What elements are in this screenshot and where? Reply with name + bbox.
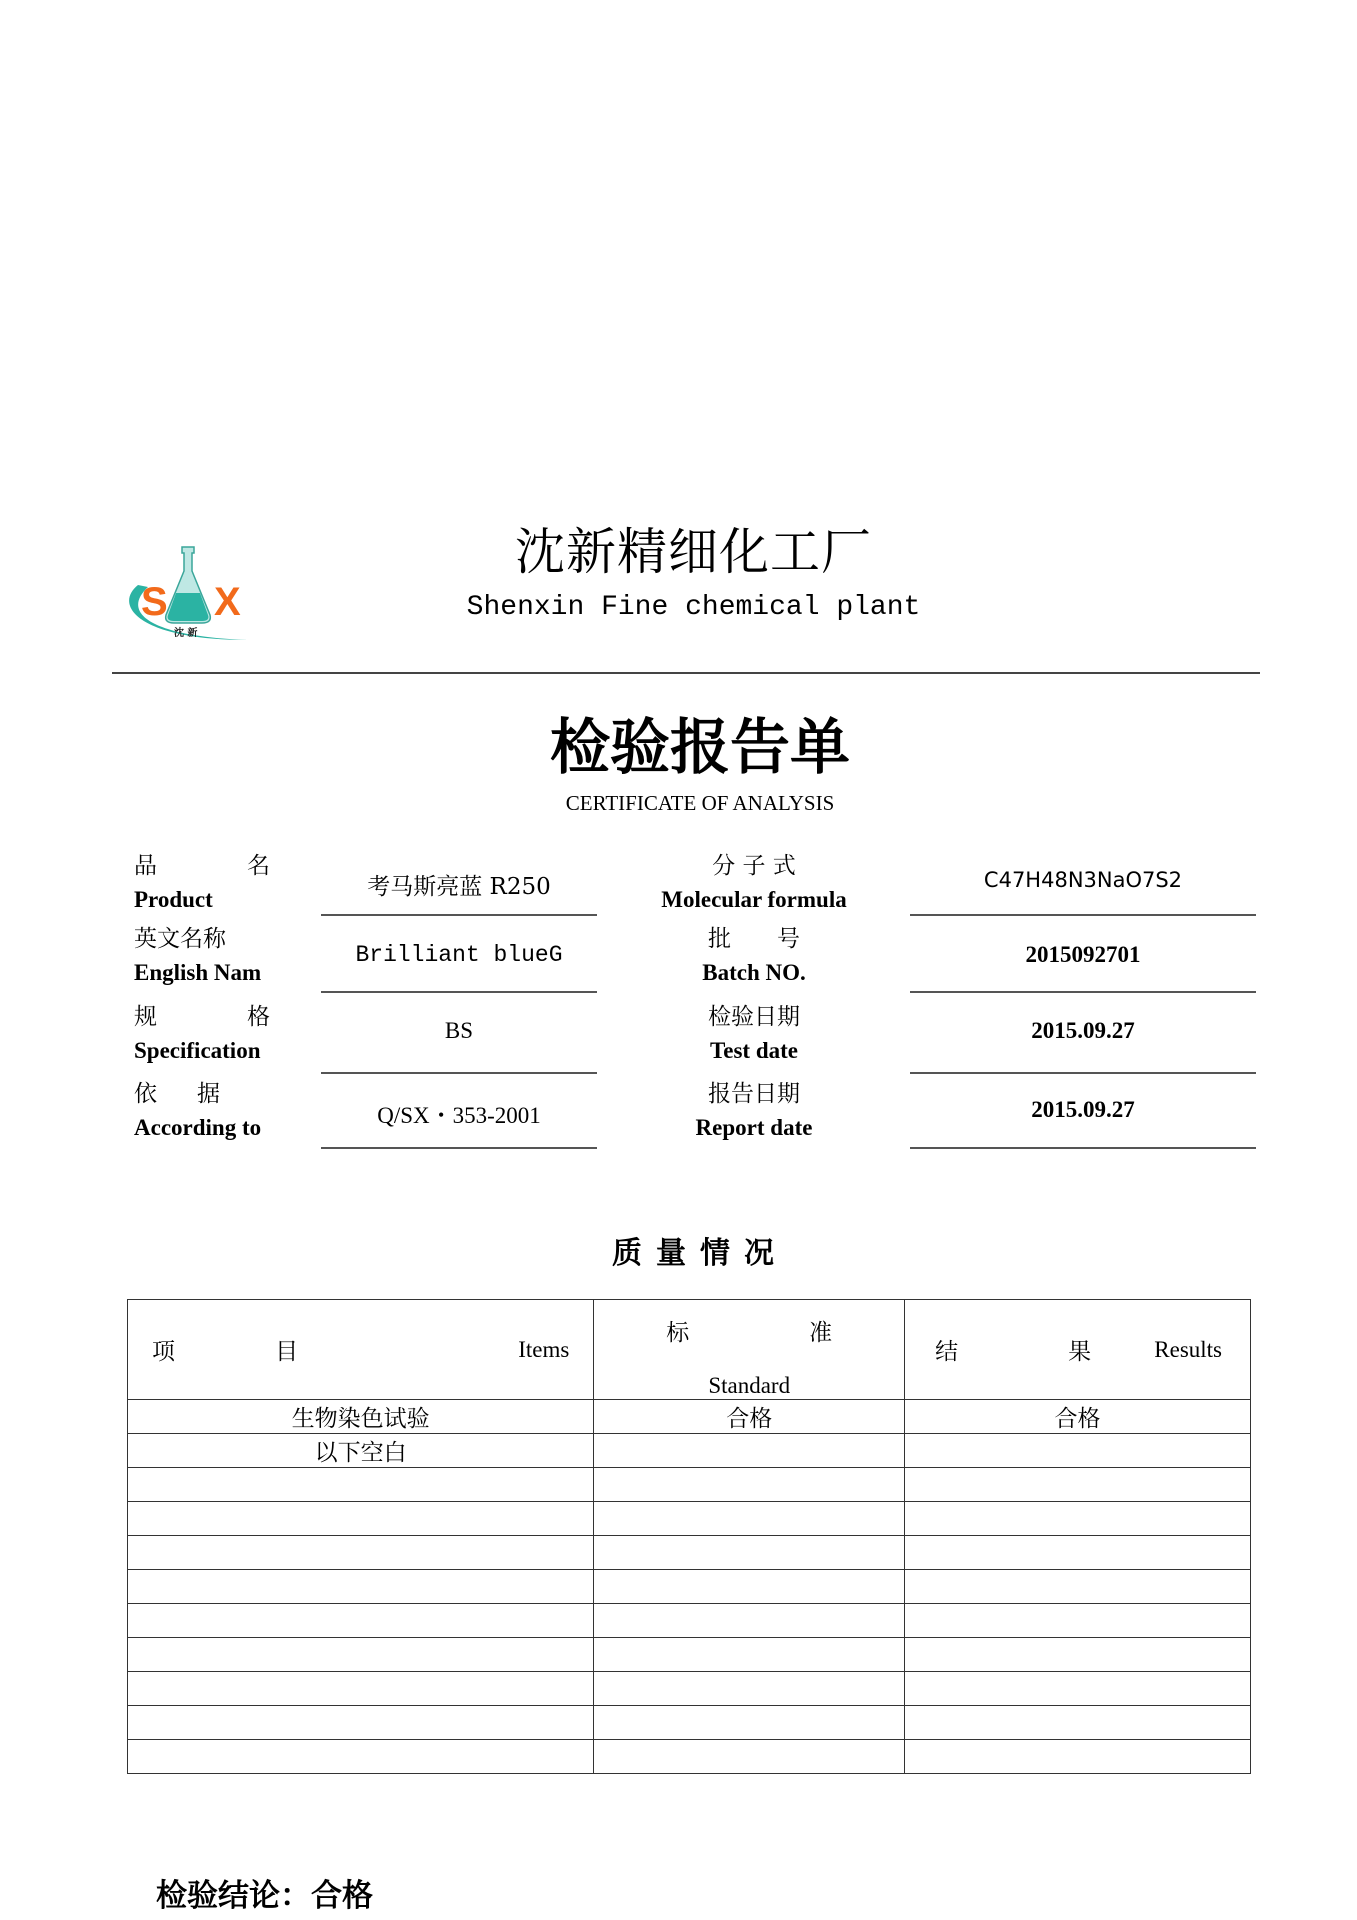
label-cn: 英文名称	[134, 926, 226, 952]
label-english-name	[134, 922, 261, 990]
quality-table	[127, 1299, 1251, 1774]
cell-item	[128, 1604, 594, 1638]
header-text: 目	[275, 1339, 299, 1365]
value-specification: BS	[444, 1018, 474, 1043]
label-cn: 分 子 式	[712, 853, 796, 879]
header-items	[128, 1300, 594, 1400]
underline	[321, 1072, 597, 1074]
cell-item	[128, 1740, 594, 1774]
table-row	[128, 1536, 1251, 1570]
header-text: 项	[152, 1339, 175, 1365]
cell-result	[905, 1434, 1251, 1468]
cell-standard	[594, 1434, 905, 1468]
label-cn: 批 号	[708, 926, 800, 952]
header-divider	[112, 672, 1260, 674]
cell-item	[128, 1502, 594, 1536]
label-cn: 品	[134, 853, 157, 879]
label-en: English Nam	[134, 960, 262, 985]
header-text: 标	[666, 1320, 690, 1346]
document-title: 检验报告单	[550, 713, 850, 783]
cell-item	[128, 1672, 594, 1706]
label-cn: 检验日期	[708, 1004, 800, 1030]
value-english-name: Brilliant blueG	[355, 942, 563, 968]
label-according-to	[134, 1077, 261, 1145]
cell-result	[905, 1672, 1251, 1706]
label-cn: 名	[247, 853, 270, 879]
table-row	[128, 1570, 1251, 1604]
label-cn: 规	[134, 1004, 157, 1030]
value-batch-no: 2015092701	[1025, 942, 1141, 967]
header-text: 准	[809, 1320, 833, 1346]
header-text: Results	[1154, 1336, 1222, 1362]
value-product: 考马斯亮蓝 R250	[367, 874, 551, 900]
label-test-date	[634, 1000, 874, 1068]
underline	[321, 991, 597, 993]
cell-result	[905, 1502, 1251, 1536]
cell-result	[905, 1740, 1251, 1774]
value-report-date: 2015.09.27	[1031, 1097, 1135, 1122]
header-text: Standard	[708, 1373, 791, 1398]
label-en: Test date	[710, 1038, 798, 1063]
underline	[910, 1072, 1256, 1074]
cell-standard	[594, 1672, 905, 1706]
cell-result	[905, 1468, 1251, 1502]
cell-standard	[594, 1706, 905, 1740]
company-name-cn: 沈新精细化工厂	[515, 523, 872, 581]
label-en: Batch NO.	[702, 960, 806, 985]
cell-item	[128, 1536, 594, 1570]
cell-result	[905, 1570, 1251, 1604]
label-en: According to	[134, 1115, 262, 1140]
label-cn: 格	[247, 1004, 270, 1030]
underline	[910, 991, 1256, 993]
label-product	[134, 849, 270, 917]
table-row	[128, 1604, 1251, 1638]
underline	[910, 914, 1256, 916]
conclusion: 检验结论：合格	[156, 1878, 373, 1914]
cell-standard	[594, 1536, 905, 1570]
label-en: Report date	[695, 1115, 813, 1140]
header-text: 果	[1068, 1339, 1092, 1365]
underline	[910, 1147, 1256, 1149]
cell-standard	[594, 1740, 905, 1774]
table-header-row	[128, 1300, 1251, 1400]
cell-item	[128, 1706, 594, 1740]
header-results	[905, 1300, 1251, 1400]
label-specification	[134, 1000, 270, 1068]
cell-item	[128, 1638, 594, 1672]
quality-section-title: 质量情况	[612, 1236, 788, 1271]
label-en: Specification	[134, 1038, 261, 1063]
company-name-en: Shenxin Fine chemical plant	[466, 592, 921, 623]
svg-text:S: S	[141, 580, 168, 624]
cell-standard	[594, 1570, 905, 1604]
label-cn: 据	[197, 1081, 220, 1107]
value-molecular-formula: C47H48N3NaO7S2	[983, 868, 1183, 892]
header-text: 结	[935, 1339, 959, 1365]
table-row	[128, 1740, 1251, 1774]
cell-result	[905, 1536, 1251, 1570]
label-batch-no	[634, 922, 874, 990]
cell-standard	[594, 1638, 905, 1672]
cell-result	[905, 1604, 1251, 1638]
cell-result	[905, 1706, 1251, 1740]
table-row	[128, 1672, 1251, 1706]
table-row	[128, 1706, 1251, 1740]
svg-text:沈 新: 沈 新	[174, 628, 198, 639]
value-test-date: 2015.09.27	[1031, 1018, 1135, 1043]
label-cn: 依	[134, 1081, 157, 1107]
cell-item	[128, 1570, 594, 1604]
header-standard	[594, 1300, 905, 1400]
underline	[321, 914, 597, 916]
label-en: Molecular formula	[661, 887, 847, 912]
table-row	[128, 1400, 1251, 1434]
table-row	[128, 1502, 1251, 1536]
label-molecular-formula	[634, 849, 874, 917]
value-according-to: Q/SX・353-2001	[377, 1103, 541, 1128]
svg-text:X: X	[214, 580, 241, 624]
label-report-date	[634, 1077, 874, 1145]
cell-item: 以下空白	[128, 1434, 594, 1468]
table-row	[128, 1638, 1251, 1672]
label-cn: 报告日期	[708, 1081, 800, 1107]
cell-standard	[594, 1468, 905, 1502]
label-en: Product	[134, 887, 213, 912]
table-row	[128, 1468, 1251, 1502]
cell-result	[905, 1638, 1251, 1672]
cell-result: 合格	[905, 1400, 1251, 1434]
cell-item: 生物染色试验	[128, 1400, 594, 1434]
table-row	[128, 1434, 1251, 1468]
underline	[321, 1147, 597, 1149]
header-text: Items	[518, 1336, 570, 1362]
cell-standard	[594, 1502, 905, 1536]
cell-standard: 合格	[594, 1400, 905, 1434]
cell-item	[128, 1468, 594, 1502]
cell-standard	[594, 1604, 905, 1638]
document-subtitle: CERTIFICATE OF ANALYSIS	[565, 791, 835, 815]
